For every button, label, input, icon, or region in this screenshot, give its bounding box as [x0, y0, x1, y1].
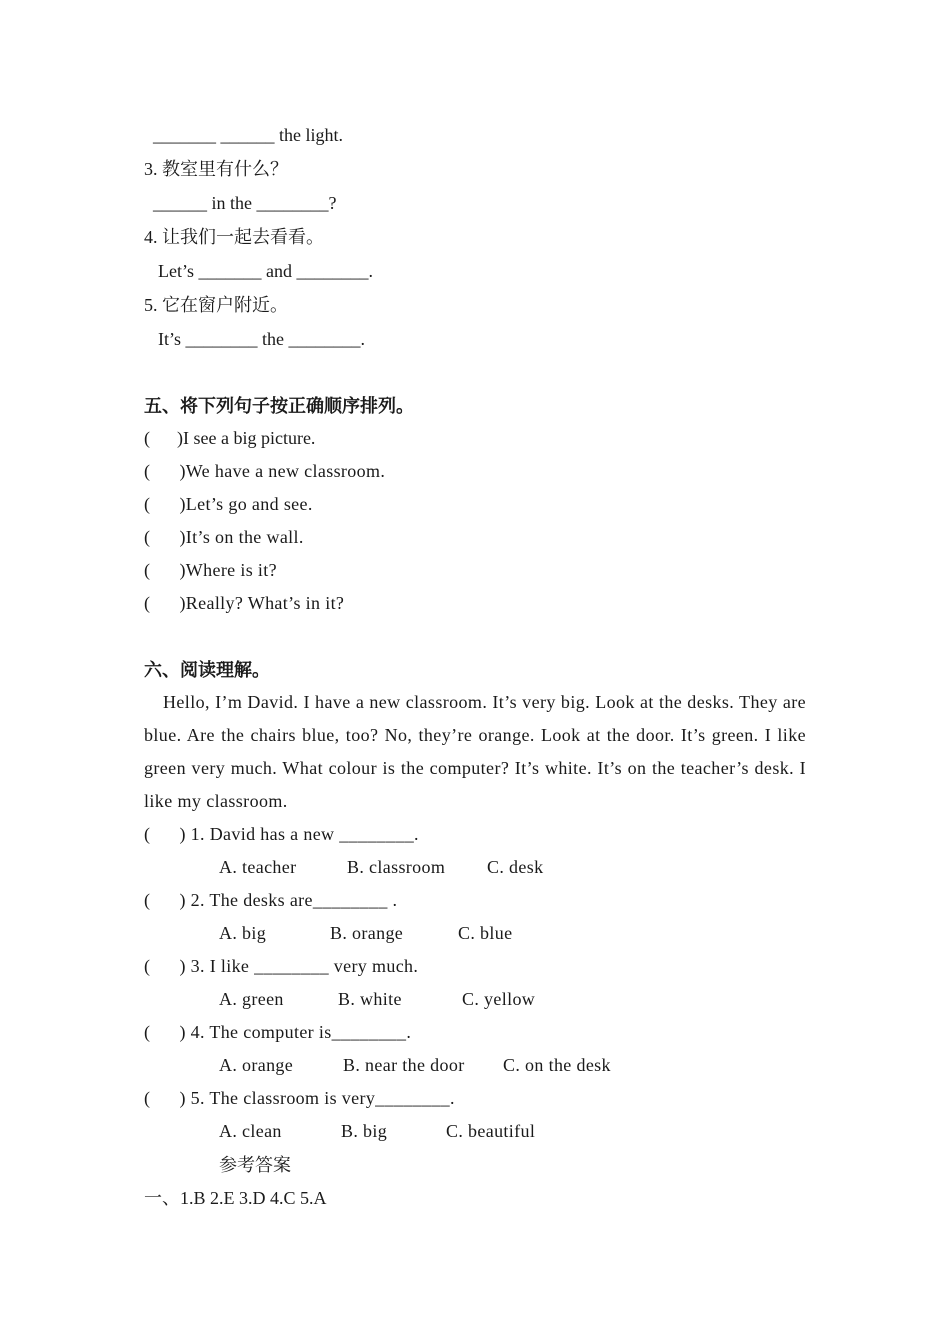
question-options — [219, 851, 544, 884]
order-item: ( )Really? What’s in it? — [144, 593, 345, 613]
question-cn: 4. 让我们一起去看看。 — [144, 227, 324, 247]
answers-title: 参考答案 — [219, 1155, 291, 1175]
option-c: C. blue — [458, 923, 513, 943]
fill-line: _______ ______ the light. — [153, 125, 343, 145]
reading-passage: Hello, I’m David. I have a new classroom. It’s very big. Look at the desks. They are blue. Are the chairs blue, too? No, they’re orange. Look at the door. It’s green. I like green very much. What colour is the computer? It’s white. It’s on the teacher’s desk. I like my classroom. — [144, 692, 806, 811]
question-cn: 3. 教室里有什么？ — [144, 159, 288, 179]
option-b: B. orange — [330, 923, 404, 943]
option-b: B. near the door — [343, 1055, 465, 1075]
question-stem: ( ) 1. David has a new ________. — [144, 824, 419, 844]
question-options — [219, 917, 513, 950]
question-options — [219, 983, 536, 1016]
order-item: ( )I see a big picture. — [144, 428, 316, 448]
option-b: B. big — [341, 1121, 388, 1141]
question-stem: ( ) 3. I like ________ very much. — [144, 956, 419, 976]
answers-line: 一、1.B 2.E 3.D 4.C 5.A — [144, 1188, 327, 1208]
order-item: ( )Let’s go and see. — [144, 494, 313, 514]
option-a: A. orange — [219, 1055, 294, 1075]
option-a: A. green — [219, 989, 284, 1009]
question-options — [219, 1115, 536, 1148]
option-b: B. white — [338, 989, 402, 1009]
order-item: ( )We have a new classroom. — [144, 461, 386, 481]
question-cn: 5. 它在窗户附近。 — [144, 295, 288, 315]
question-stem: ( ) 2. The desks are________ . — [144, 890, 398, 910]
option-b: B. classroom — [347, 857, 446, 877]
fill-line: It’s ________ the ________. — [158, 329, 365, 349]
order-item: ( )It’s on the wall. — [144, 527, 304, 547]
question-stem: ( ) 4. The computer is________. — [144, 1022, 412, 1042]
order-item: ( )Where is it? — [144, 560, 277, 580]
section-5-title: 五、将下列句子按正确顺序排列。 — [144, 396, 414, 416]
question-options — [219, 1049, 611, 1082]
option-a: A. clean — [219, 1121, 282, 1141]
section-6-title: 六、阅读理解。 — [144, 660, 270, 680]
option-c: C. beautiful — [446, 1121, 536, 1141]
option-a: A. big — [219, 923, 267, 943]
fill-line: ______ in the ________? — [153, 193, 337, 213]
option-c: C. desk — [487, 857, 544, 877]
option-a: A. teacher — [219, 857, 297, 877]
question-stem: ( ) 5. The classroom is very________. — [144, 1088, 455, 1108]
option-c: C. yellow — [462, 989, 536, 1009]
fill-line: Let’s _______ and ________. — [158, 261, 373, 281]
option-c: C. on the desk — [503, 1055, 611, 1075]
